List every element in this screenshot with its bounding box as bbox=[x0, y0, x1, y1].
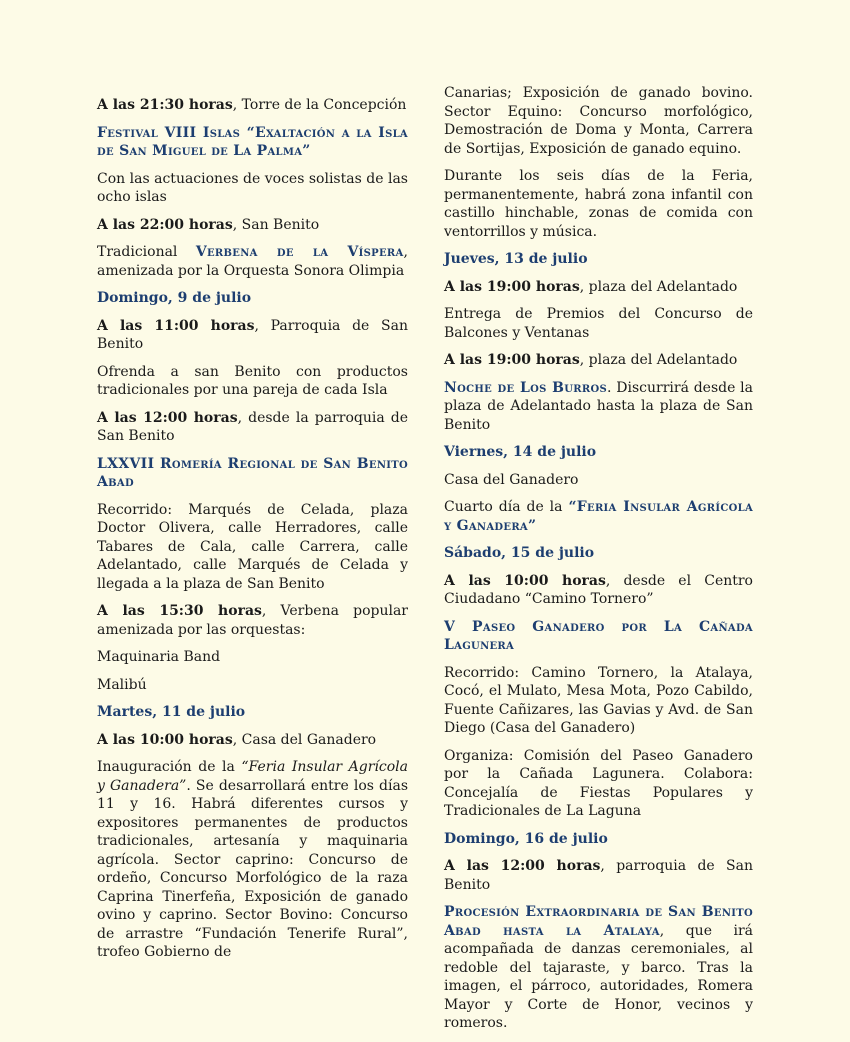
event-time: A las 10:00 horas bbox=[444, 572, 606, 589]
event-description: Con las actuaciones de voces solistas de las ocho islas bbox=[97, 170, 408, 205]
event-place: , plaza del Adelantado bbox=[579, 278, 738, 295]
event-place: , parroquia de San Benito bbox=[444, 858, 753, 893]
event-description: Recorrido: Marqués de Celada, plaza Doctor Olivera, calle Herradores, calle Tabares de Cala, calle Carrera, calle Adelantado, calle Marqués de Celada y llegada a la plaza de San Benito bbox=[97, 501, 408, 592]
event-title: Noche de Los Burros bbox=[444, 379, 608, 396]
event-line bbox=[97, 731, 408, 750]
text-fragment: Cuarto día de la bbox=[444, 499, 569, 515]
event-place: , San Benito bbox=[232, 216, 320, 233]
event-line bbox=[444, 857, 753, 894]
text-fragment: . Se desarrollará entre los días 11 y 16. Habrá diferentes cursos y expositores permanentes de productos tradicionales, artesanía y maquinaria agrícola. Sector caprino: Concurso de ordeño, Concurso Morfológico de la raza Caprina Tinerfeña, Exposición de ganado ovino y caprino. Sector Bovino: Concurso de arrastre “Fundación Tenerife Rural”, trofeo Gobierno de bbox=[97, 777, 408, 960]
event-title: Procesión Extraordinaria de San Benito Abad hasta la Atalaya bbox=[444, 904, 753, 939]
event-title: LXXVII Romería Regional de San Benito Abad bbox=[97, 455, 408, 490]
text-fragment: , amenizada por la Orquesta Sonora Olimpia bbox=[97, 244, 408, 279]
text-fragment: . Discurrirá desde la plaza de Adelantado hasta la plaza de San Benito bbox=[444, 379, 753, 433]
event-time: A las 10:00 horas bbox=[97, 731, 233, 748]
event-description bbox=[444, 498, 753, 535]
event-time: A las 11:00 horas bbox=[97, 317, 255, 334]
event-line bbox=[97, 216, 408, 235]
event-description: Entrega de Premios del Concurso de Balcones y Ventanas bbox=[444, 306, 753, 341]
event-place: , desde la parroquia de San Benito bbox=[97, 409, 408, 444]
event-place: , Verbena popular amenizada por las orquestas: bbox=[97, 603, 408, 638]
date-heading: Domingo, 9 de julio bbox=[97, 290, 252, 306]
event-description: Canarias; Exposición de ganado bovino. Sector Equino: Concurso morfológico, Demostración de Doma y Monta, Carrera de Sortijas, Exposición de ganado equino. bbox=[444, 85, 753, 157]
event-time: A las 21:30 horas bbox=[97, 97, 233, 113]
event-title: Festival VIII Islas “Exaltación a la Isla de San Miguel de La Palma” bbox=[97, 124, 408, 159]
text-fragment: , que irá acompañada de danzas ceremoniales, al redoble del tajaraste, y barco. Tras la imagen, el párroco, autoridades, Romera Mayor y Corte de Honor, vecinos y romeros. bbox=[444, 922, 753, 1031]
event-time: A las 12:00 horas bbox=[97, 409, 238, 426]
event-description: Recorrido: Camino Tornero, la Atalaya, Cocó, el Mulato, Mesa Mota, Pozo Cabildo, Fuente Cañizares, las Gavias y Avd. de San Diego (Casa del Ganadero) bbox=[444, 664, 753, 736]
orchestra-name: Malibú bbox=[97, 676, 147, 693]
event-time: A las 12:00 horas bbox=[444, 858, 601, 874]
event-time: A las 22:00 horas bbox=[97, 216, 233, 233]
event-description bbox=[444, 903, 753, 1033]
event-place: , Casa del Ganadero bbox=[232, 731, 377, 748]
event-line bbox=[97, 96, 408, 115]
orchestra-name: Maquinaria Band bbox=[97, 649, 221, 665]
date-heading: Jueves, 13 de julio bbox=[444, 251, 588, 267]
event-description bbox=[97, 243, 408, 280]
event-description: Organiza: Comisión del Paseo Ganadero por la Cañada Lagunera. Colabora: Concejalía de Fiestas Populares y Tradicionales de La Laguna bbox=[444, 747, 753, 819]
date-heading: Martes, 11 de julio bbox=[97, 704, 246, 720]
text-fragment: Tradicional bbox=[97, 244, 196, 260]
event-line bbox=[444, 351, 753, 370]
event-line bbox=[97, 409, 408, 446]
event-title: Verbena de la Víspera bbox=[195, 244, 404, 260]
event-time: A las 15:30 horas bbox=[97, 603, 262, 619]
date-heading: Sábado, 15 de julio bbox=[444, 545, 595, 561]
event-title: “Feria Insular Agrícola y Ganadera” bbox=[97, 759, 408, 794]
event-description bbox=[444, 379, 753, 435]
right-column bbox=[444, 85, 754, 1042]
event-title: V Paseo Ganadero por La Cañada Lagunera bbox=[444, 618, 753, 653]
left-column bbox=[97, 96, 408, 971]
text-fragment: Inauguración de la bbox=[97, 759, 242, 775]
date-heading: Viernes, 14 de julio bbox=[444, 444, 597, 460]
event-place: , Parroquia de San Benito bbox=[97, 317, 408, 352]
event-line bbox=[444, 278, 753, 297]
event-description: Ofrenda a san Benito con productos tradicionales por una pareja de cada Isla bbox=[97, 363, 408, 398]
event-place: , desde el Centro Ciudadano “Camino Tornero” bbox=[444, 572, 753, 607]
event-place: Casa del Ganadero bbox=[444, 471, 579, 488]
date-heading: Domingo, 16 de julio bbox=[444, 830, 608, 847]
event-description bbox=[97, 758, 408, 962]
event-place: , Torre de la Concepción bbox=[232, 97, 407, 113]
event-line bbox=[444, 572, 753, 609]
event-line bbox=[97, 317, 408, 354]
event-line bbox=[97, 602, 408, 639]
event-time: A las 19:00 horas bbox=[444, 278, 580, 295]
event-description: Durante los seis días de la Feria, permanentemente, habrá zona infantil con castillo hinchable, zonas de comida con ventorrillos y música. bbox=[444, 168, 753, 240]
event-place: , plaza del Adelantado bbox=[579, 352, 738, 368]
event-time: A las 19:00 horas bbox=[444, 352, 580, 368]
event-title: “Feria Insular Agrícola y Ganadera” bbox=[444, 499, 754, 534]
